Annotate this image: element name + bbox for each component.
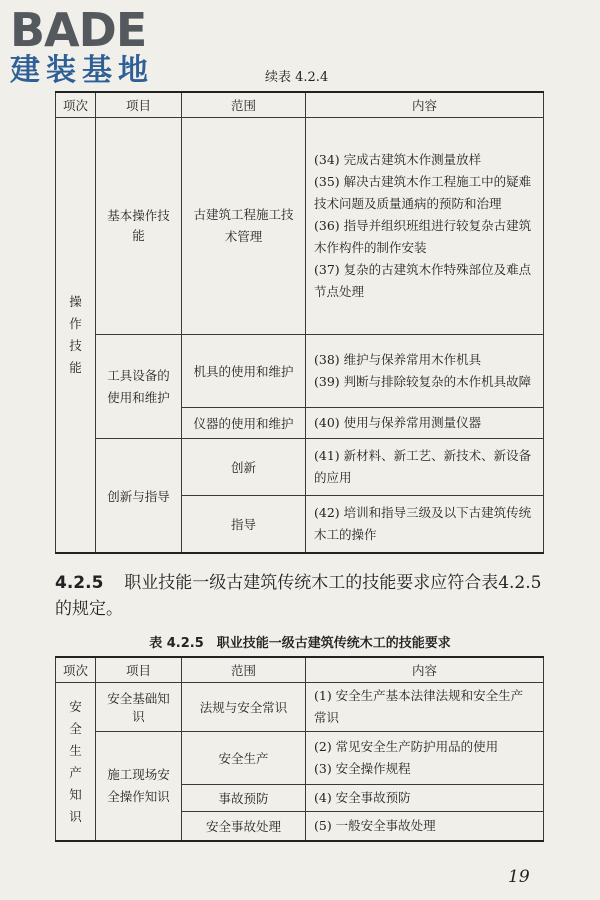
- publisher-logo: [10, 3, 180, 88]
- content-cell: [306, 335, 544, 408]
- content-cell: [306, 118, 544, 335]
- clause-number: 4.2.5: [55, 573, 104, 593]
- table-row: [56, 439, 544, 496]
- content-line: (2) 常见安全生产防护用品的使用: [314, 739, 499, 754]
- table-4-2-4-continued: [55, 91, 544, 554]
- clause-paragraph: [55, 570, 545, 622]
- clause-text: 职业技能一级古建筑传统木工的技能要求应符合表4.2.5的规定。: [55, 573, 542, 619]
- content-line: (3) 安全操作规程: [314, 761, 411, 776]
- content-line: (1) 安全生产基本法律法规和安全生产常识: [314, 688, 524, 725]
- content-line: (39) 判断与排除较复杂的木作机具故障: [314, 374, 532, 389]
- content-cell: [306, 408, 544, 439]
- logo-name: 建装基地: [10, 53, 154, 88]
- header-cell: 项次: [56, 657, 96, 683]
- content-cell: [306, 812, 544, 842]
- scope-cell: 机具的使用和维护: [182, 335, 306, 408]
- scope-cell: 古建筑工程施工技术管理: [182, 118, 306, 335]
- item-cell: 安全基础知识: [96, 683, 182, 732]
- scope-cell: 创新: [182, 439, 306, 496]
- content-line: (42) 培训和指导三级及以下古建筑传统木工的操作: [314, 505, 532, 542]
- content-line: (41) 新材料、新工艺、新技术、新设备的应用: [314, 448, 532, 485]
- table1-title: 续表 4.2.4: [265, 70, 329, 85]
- header-cell: 项目: [96, 657, 182, 683]
- table-header-row: [56, 657, 544, 683]
- table-4-2-5: [55, 656, 544, 842]
- content-cell: [306, 439, 544, 496]
- category-cell: 操作技能: [56, 118, 96, 554]
- scope-cell: 指导: [182, 496, 306, 554]
- page-number: 19: [508, 867, 530, 887]
- item-cell: 创新与指导: [96, 439, 182, 554]
- content-line: (4) 安全事故预防: [314, 790, 411, 805]
- scope-cell: 安全生产: [182, 732, 306, 785]
- content-cell: [306, 785, 544, 812]
- item-cell: 施工现场安全操作知识: [96, 732, 182, 842]
- header-cell: 项目: [96, 92, 182, 118]
- table-row: [56, 683, 544, 732]
- item-cell: 基本操作技能: [96, 118, 182, 335]
- table-header-row: [56, 92, 544, 118]
- item-cell: 工具设备的使用和维护: [96, 335, 182, 439]
- content-line: (40) 使用与保养常用测量仪器: [314, 415, 482, 430]
- content-line: (35) 解决古建筑木作工程施工中的疑难技术问题及质量通病的预防和治理: [314, 174, 532, 211]
- header-cell: 范围: [182, 92, 306, 118]
- content-line: (5) 一般安全事故处理: [314, 818, 436, 833]
- table-row: [56, 335, 544, 408]
- scope-cell: 仪器的使用和维护: [182, 408, 306, 439]
- header-cell: 内容: [306, 657, 544, 683]
- scope-cell: 法规与安全常识: [182, 683, 306, 732]
- content-line: (38) 维护与保养常用木作机具: [314, 352, 482, 367]
- content-line: (36) 指导并组织班组进行较复杂古建筑木作构件的制作安装: [314, 218, 532, 255]
- table-row: [56, 118, 544, 335]
- content-cell: [306, 732, 544, 785]
- logo-brand: BADE: [10, 3, 147, 57]
- content-line: (34) 完成古建筑木作测量放样: [314, 152, 482, 167]
- content-line: (37) 复杂的古建筑木作特殊部位及难点节点处理: [314, 262, 532, 299]
- content-cell: [306, 496, 544, 554]
- header-cell: 项次: [56, 92, 96, 118]
- scope-cell: 安全事故处理: [182, 812, 306, 842]
- table2-caption: 表 4.2.5 职业技能一级古建筑传统木工的技能要求: [149, 636, 451, 651]
- scope-cell: 事故预防: [182, 785, 306, 812]
- category-cell: 安全生产知识: [56, 683, 96, 842]
- header-cell: 内容: [306, 92, 544, 118]
- table-row: [56, 732, 544, 785]
- header-cell: 范围: [182, 657, 306, 683]
- content-cell: [306, 683, 544, 732]
